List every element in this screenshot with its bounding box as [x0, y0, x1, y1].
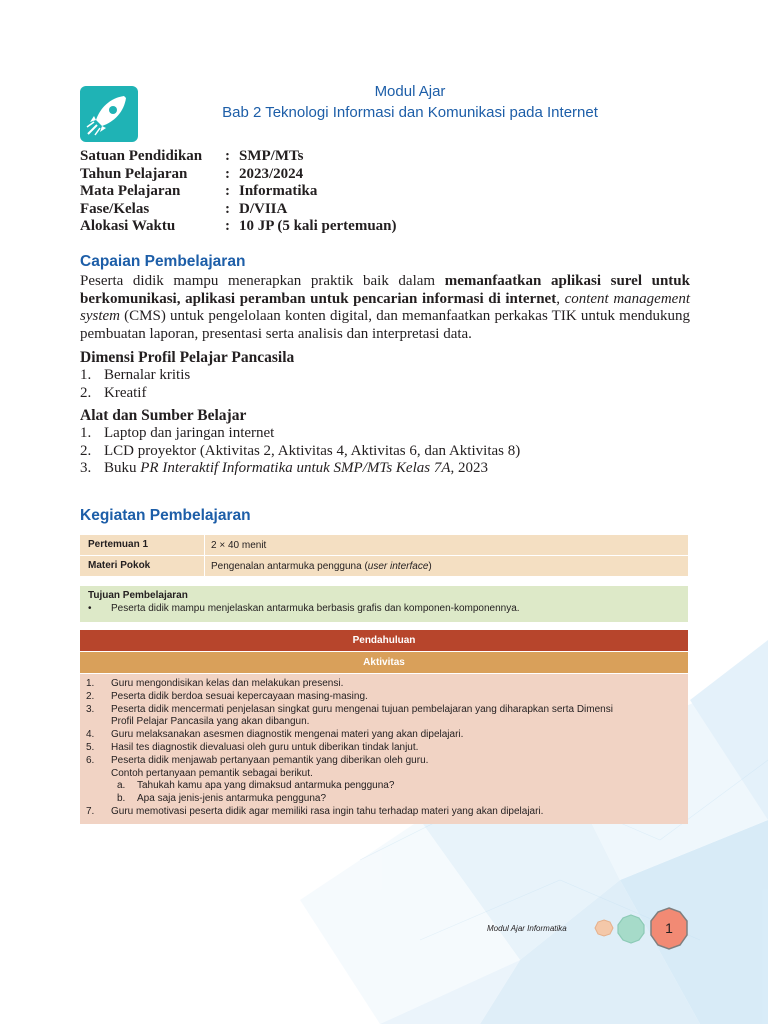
activity-number: 5. [86, 741, 95, 753]
question-item [86, 793, 682, 806]
logo [80, 86, 138, 142]
info-row: Mata Pelajaran : Informatika [80, 183, 318, 199]
activity-text: Peserta didik mencermati penjelasan singkat guru mengenai tujuan pembelajaran yang diharapkan serta Dimensi [111, 703, 613, 715]
info-key: Tahun Pelajaran [80, 165, 188, 182]
materi-text: ) [428, 560, 432, 572]
kegiatan-heading: Kegiatan Pembelajaran [80, 507, 251, 524]
activity-item [86, 716, 682, 729]
question-item [86, 780, 682, 793]
tujuan-box [80, 586, 688, 622]
info-value: 2023/2024 [239, 165, 304, 182]
list-text: Kreatif [104, 384, 147, 401]
list-item [80, 385, 190, 403]
table-row [80, 556, 688, 576]
activity-number [86, 768, 111, 781]
aktivitas-header: Aktivitas [80, 652, 688, 673]
activity-number: 7. [86, 805, 95, 817]
activity-item [86, 768, 682, 781]
activity-item [86, 691, 682, 704]
tujuan-text: Peserta didik mampu menjelaskan antarmuka berbasis grafis dan komponen-komponennya. [111, 603, 520, 614]
list-text-prefix: Buku [104, 460, 141, 476]
rocket-icon [80, 86, 138, 142]
activity-item [86, 755, 682, 768]
materi-italic-text: user interface [367, 560, 429, 572]
list-text [104, 460, 488, 478]
paragraph-text: (CMS) untuk pengelolaan konten digital, dan memanfaatkan perkakas TIK untuk mendukung pembuatan laporan, presentasi serta analisis dan interpretasi data. [80, 308, 690, 342]
materi-value [205, 561, 432, 572]
activities-box [80, 674, 688, 824]
paragraph-text: , [556, 290, 565, 307]
activity-number: 6. [86, 754, 95, 766]
question-letter: a. [117, 780, 126, 792]
activity-number: 1. [86, 678, 95, 689]
pertemuan-label: Pertemuan 1 [80, 535, 205, 555]
list-item [80, 460, 520, 478]
paragraph-italic-text: content management system [80, 290, 690, 324]
identity-table [80, 148, 397, 236]
question-text: Apa saja jenis-jenis antarmuka pengguna? [137, 793, 327, 805]
info-key: Satuan Pendidikan [80, 148, 203, 164]
activity-text: Guru mengondisikan kelas dan melakukan presensi. [111, 678, 344, 689]
list-number: 2. [80, 442, 92, 459]
list-number: 3. [80, 460, 92, 476]
info-key: Mata Pelajaran [80, 183, 181, 199]
paragraph-text: Peserta didik mampu menerapkan praktik baik dalam [80, 273, 445, 289]
meeting-info-table [80, 535, 688, 577]
list-item [80, 367, 190, 385]
info-value: Informatika [239, 183, 318, 199]
materi-text: Pengenalan antarmuka pengguna ( [211, 560, 368, 572]
tujuan-item [88, 603, 520, 614]
pendahuluan-header: Pendahuluan [80, 630, 688, 651]
info-key: Fase/Kelas [80, 200, 150, 217]
activity-text: Guru memotivasi peserta didik agar memiliki rasa ingin tahu terhadap materi yang akan dipelajari. [111, 805, 544, 817]
list-text: Laptop dan jaringan internet [104, 425, 275, 441]
info-key: Alokasi Waktu [80, 218, 176, 234]
activity-text: Hasil tes diagnostik dievaluasi oleh guru untuk diberikan tindak lanjut. [111, 741, 419, 753]
list-number: 1. [80, 367, 92, 383]
info-row: Satuan Pendidikan : SMP/MTs [80, 148, 304, 164]
activity-text: Contoh pertanyaan pemantik sebagai berikut. [111, 767, 313, 779]
activity-item [86, 806, 682, 819]
page-number: 1 [665, 920, 673, 936]
activity-item [86, 704, 682, 717]
page-number-badge [592, 906, 692, 952]
activity-text: Peserta didik berdoa sesuai kepercayaan masing-masing. [111, 690, 368, 702]
activity-number [86, 716, 111, 729]
activity-number: 3. [86, 703, 95, 715]
capaian-paragraph [80, 273, 690, 343]
info-value: SMP/MTs [239, 148, 304, 164]
dimensi-list [80, 367, 190, 402]
activity-item [86, 742, 682, 755]
activity-item [86, 729, 682, 742]
alat-heading: Alat dan Sumber Belajar [80, 407, 247, 424]
paragraph-bold-text: memanfaatkan aplikasi surel untuk berkomunikasi, aplikasi peramban untuk pencarian informasi di internet [80, 273, 690, 307]
activities-list [86, 678, 682, 819]
list-item [80, 443, 520, 461]
question-letter: b. [117, 793, 126, 805]
info-value: 10 JP (5 kali pertemuan) [239, 218, 397, 234]
activity-text: Guru melaksanakan asesmen diagnostik mengenai materi yang akan dipelajari. [111, 729, 464, 741]
list-text: Bernalar kritis [104, 367, 191, 383]
list-text: LCD proyektor (Aktivitas 2, Aktivitas 4, Aktivitas 6, dan Aktivitas 8) [104, 442, 521, 459]
list-item [80, 425, 520, 443]
document-title: Modul Ajar [374, 83, 446, 100]
info-row: Tahun Pelajaran : 2023/2024 [80, 165, 304, 182]
info-value: D/VIIA [239, 200, 288, 217]
pertemuan-value: 2 × 40 menit [211, 539, 267, 551]
tujuan-title: Tujuan Pembelajaran [88, 590, 188, 601]
info-row: Fase/Kelas : D/VIIA [80, 200, 288, 217]
capaian-heading: Capaian Pembelajaran [80, 253, 246, 270]
footer-label: Modul Ajar Informatika [487, 924, 567, 933]
list-text-suffix: , 2023 [450, 460, 489, 476]
book-title: PR Interaktif Informatika untuk SMP/MTs Kelas 7A [140, 460, 451, 476]
alat-list [80, 425, 520, 478]
activity-text: Peserta didik menjawab pertanyaan pemantik yang diberikan oleh guru. [111, 754, 429, 766]
question-text: Tahukah kamu apa yang dimaksud antarmuka pengguna? [137, 780, 395, 792]
materi-label: Materi Pokok [80, 556, 205, 576]
activity-number: 2. [86, 690, 95, 702]
activity-number: 4. [86, 729, 95, 741]
dimensi-heading: Dimensi Profil Pelajar Pancasila [80, 349, 295, 366]
info-row: Alokasi Waktu : 10 JP (5 kali pertemuan) [80, 218, 397, 234]
bullet-icon: • [88, 603, 92, 614]
chapter-title: Bab 2 Teknologi Informasi dan Komunikasi pada Internet [222, 104, 598, 121]
activity-text: Profil Pelajar Pancasila yang akan dibangun. [111, 716, 310, 728]
list-number: 2. [80, 384, 92, 401]
list-number: 1. [80, 425, 92, 441]
activity-item [86, 678, 682, 691]
table-row [80, 535, 688, 555]
